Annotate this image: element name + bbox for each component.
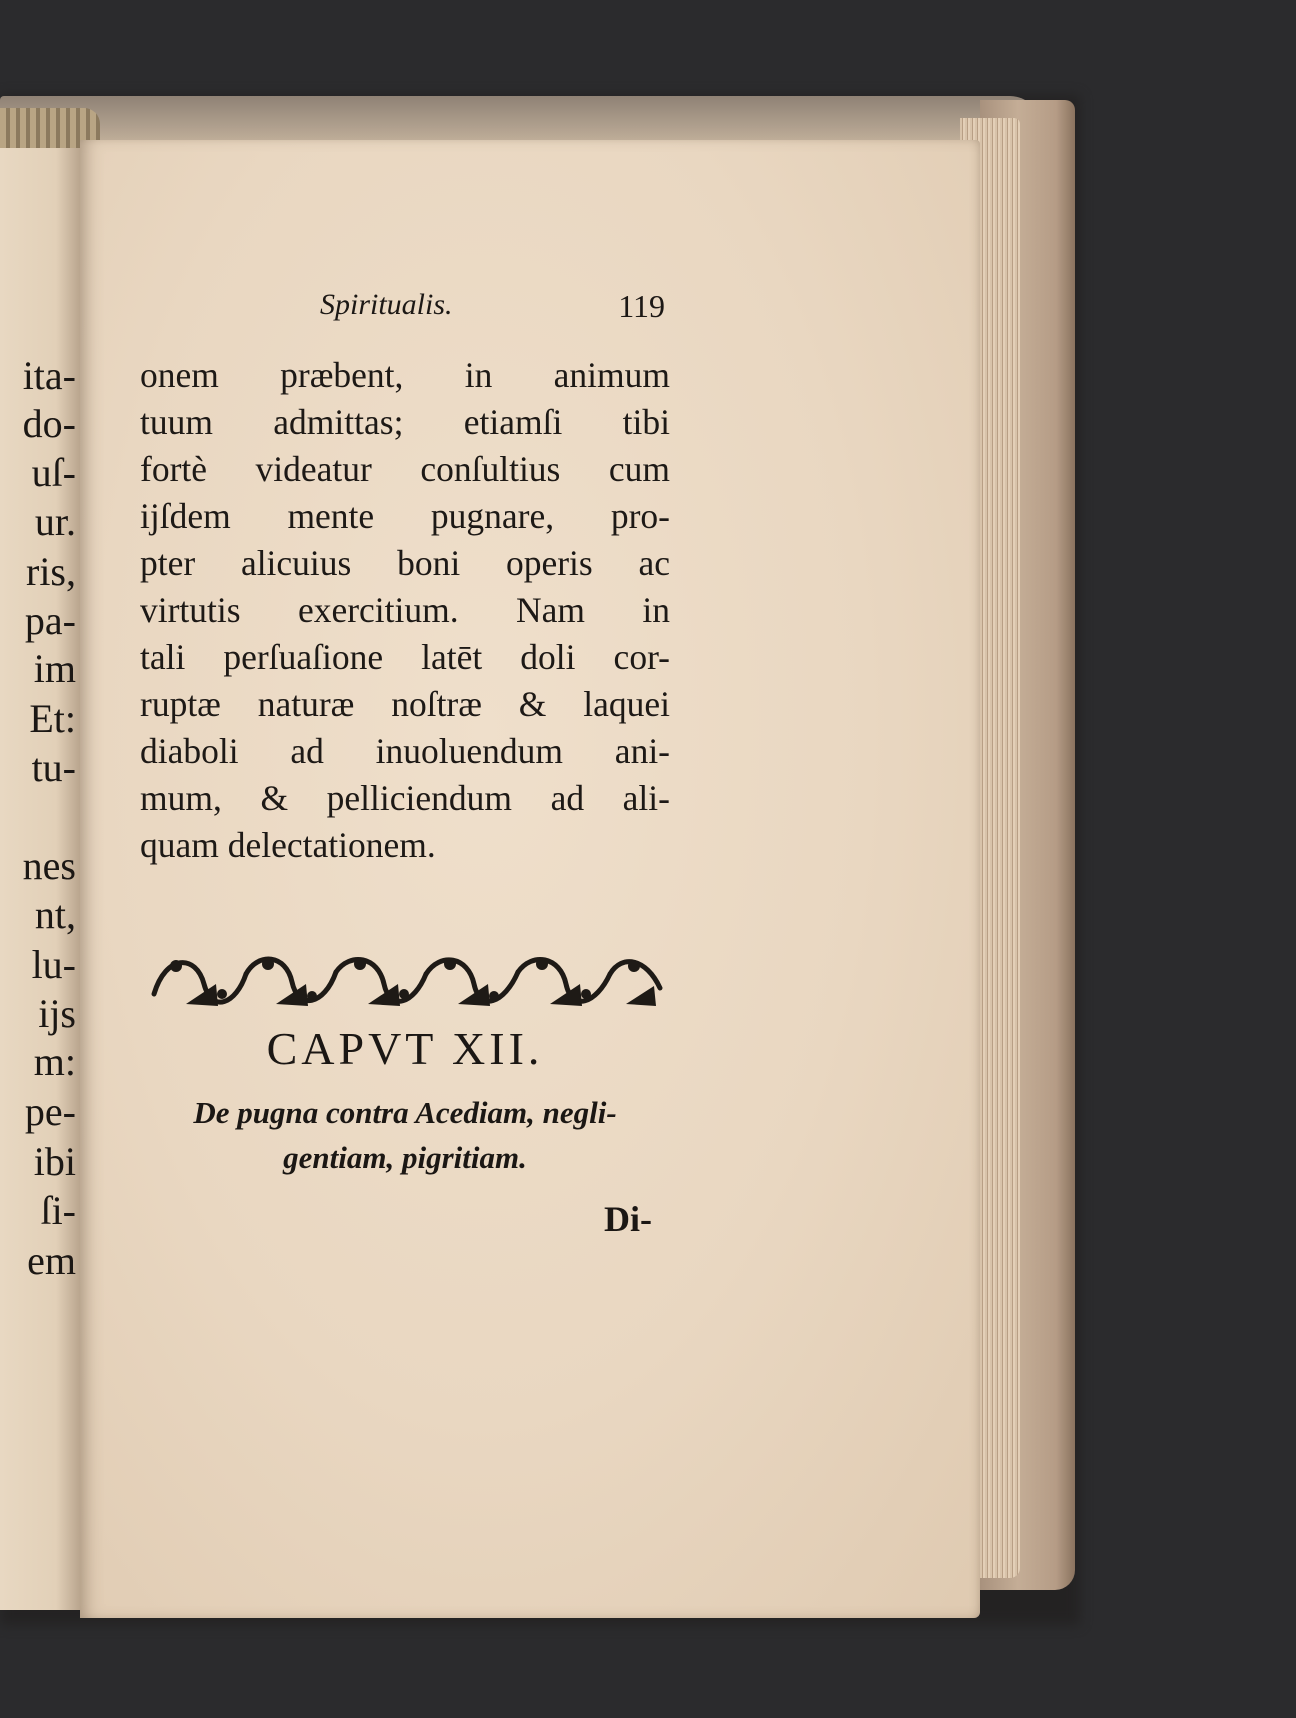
chapter-title: CAPVT XII. — [266, 1023, 544, 1074]
left-page-fragment: tu- — [31, 745, 76, 790]
left-page-fragment: ſi- — [40, 1188, 76, 1233]
catchword: Di- — [604, 1199, 652, 1239]
page-header — [320, 288, 665, 334]
left-page-fragment: uſ- — [31, 450, 76, 495]
text-line: mum, & pelliciendum ad ali- — [140, 778, 670, 818]
page-number: 119 — [618, 288, 665, 324]
left-page-fragment: nes — [22, 843, 76, 888]
text-line: tuum admittas; etiamſi tibi — [140, 402, 670, 442]
chapter-subtitle-line: De pugna contra Acediam, negli- — [193, 1095, 617, 1130]
text-line: tali perſuaſione latēt doli cor- — [140, 637, 670, 677]
text-line: ijſdem mente pugnare, pro- — [140, 496, 670, 536]
text-line: diaboli ad inuoluendum ani- — [140, 731, 670, 771]
chapter-subtitle-line: gentiam, pigritiam. — [283, 1140, 527, 1175]
text-line: pter alicuius boni operis ac — [140, 543, 670, 583]
left-page-fragment: ijs — [38, 991, 76, 1036]
left-page-fragment: m: — [33, 1039, 76, 1084]
left-page-fragment: ibi — [33, 1139, 76, 1184]
left-page-fragment: ur. — [34, 499, 76, 544]
printer-ornament — [146, 944, 670, 1010]
text-line: fortè videatur conſultius cum — [140, 449, 670, 489]
left-page-fragment: pa- — [24, 598, 76, 643]
left-page-fragment: ris, — [26, 549, 76, 594]
body-text — [140, 352, 670, 869]
left-page — [0, 148, 80, 1610]
text-line: onem præbent, in animum — [140, 355, 670, 395]
text-line: ruptæ naturæ noſtræ & laquei — [140, 684, 670, 724]
left-page-fragment: Et: — [29, 696, 76, 741]
chapter-subtitle — [140, 1090, 670, 1180]
left-page-fragment: do- — [22, 401, 76, 446]
left-page-fragment: em — [27, 1238, 76, 1283]
left-page-fragment: lu- — [31, 942, 76, 987]
left-page-fragment: pe- — [24, 1089, 76, 1134]
running-head: Spiritualis. — [320, 288, 453, 321]
text-line: quam delectationem. — [140, 825, 436, 865]
left-page-fragment: nt, — [34, 892, 76, 937]
left-page-fragment: ita- — [22, 353, 76, 398]
text-line: virtutis exercitium. Nam in — [140, 590, 670, 630]
left-page-fragment: im — [33, 646, 76, 691]
